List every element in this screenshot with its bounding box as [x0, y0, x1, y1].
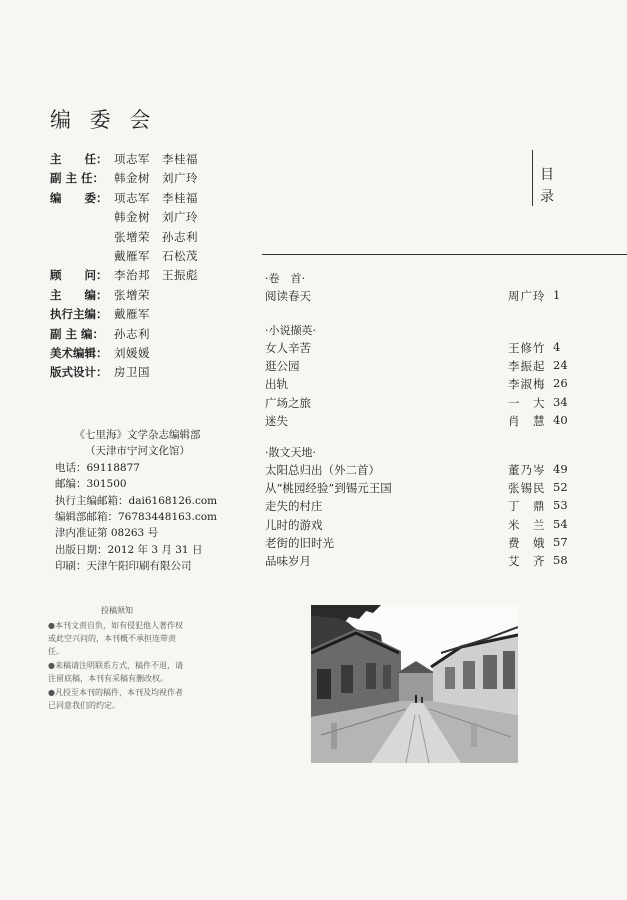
toc-entry-title: 阅读春天 [265, 289, 311, 303]
notice-paragraph: ●来稿请注明联系方式，稿件不退，请注留底稿，本刊有采稿有删改权。 [48, 661, 183, 683]
toc-entry-author: 王修竹 [508, 341, 546, 355]
toc-entry-author: 张锡民 [508, 481, 546, 496]
staff-role: 版式设计： [50, 365, 108, 380]
email-line: 编辑部邮箱：76783448163.com [55, 511, 217, 524]
date-line: 出版日期：2012 年 3 月 31 日 [55, 543, 203, 556]
phone-line: 电话：69118877 [55, 461, 140, 474]
toc-entry-author: 艾 齐 [508, 554, 546, 568]
notice-title: 投稿须知 [101, 606, 133, 615]
staff-names: 刘媛媛 [114, 346, 150, 360]
staff-role [50, 229, 114, 245]
notice-paragraph: ●本刊文责自负，如有侵犯他人著作权或此空兴问的，本刊概不承担连带责任。 [48, 621, 183, 656]
toc-entry-title: 老街的旧时光 [265, 535, 334, 550]
publisher-name: 《七里海》文学杂志编辑部 [74, 429, 201, 441]
toc-entry-title: 从“桃园经验”到锡元王国 [265, 481, 392, 496]
staff-row [50, 345, 150, 361]
staff-names: 韩金树 刘广玲 [114, 210, 198, 225]
staff-names: 项志军 李桂福 [114, 152, 198, 166]
staff-role: 编 委： [50, 190, 108, 205]
toc-entry [265, 534, 568, 553]
toc-entry [265, 553, 568, 571]
toc-entry-author: 丁 鼎 [508, 499, 546, 514]
toc-entry-page: 53 [553, 498, 568, 513]
toc-heading: 目录 [540, 167, 554, 205]
staff-role [50, 209, 114, 225]
toc-entry-title: 广场之旅 [265, 395, 311, 410]
staff-row [50, 287, 150, 303]
staff-role: 副 主 任： [50, 171, 105, 186]
toc-entry-page: 57 [553, 534, 568, 549]
staff-row [50, 326, 150, 342]
staff-names: 张增荣 孙志利 [114, 229, 198, 244]
toc-entry [265, 340, 565, 358]
staff-role: 美术编辑： [50, 346, 108, 360]
exec-email-line: 执行主编邮箱：dai6168126.com [55, 494, 218, 507]
toc-entry [265, 480, 568, 498]
toc-entry-author: 费 娥 [508, 535, 546, 550]
staff-row [50, 170, 198, 186]
toc-entry-page: 40 [553, 412, 568, 427]
toc-entry [265, 516, 568, 535]
staff-role: 主 任： [50, 152, 108, 166]
license-line: 津内准证第 08263 号 [55, 527, 159, 540]
toc-entry-page: 4 [553, 340, 561, 354]
toc-entry [265, 498, 568, 516]
toc-entry-author: 周广玲 [508, 289, 546, 303]
toc-entry [265, 376, 568, 394]
toc-entry-title: 品味岁月 [265, 554, 311, 568]
staff-row [50, 306, 150, 322]
staff-names: 项志军 李桂福 [114, 190, 198, 205]
staff-names: 房卫国 [114, 365, 150, 380]
staff-row [50, 209, 198, 225]
toc-entry-author: 一 大 [508, 395, 546, 410]
publisher-sub: （天津市宁河文化馆） [85, 445, 190, 458]
staff-role: 主 编： [50, 287, 108, 302]
staff-row [50, 151, 198, 167]
toc-entry [265, 462, 568, 480]
staff-row [50, 229, 198, 245]
toc-entry-title: 太阳总归出（外二首） [265, 463, 380, 477]
toc-entry-page: 24 [553, 358, 568, 373]
notice-paragraph: ●凡投至本刊的稿件，本刊及均视作者已同意我们的约定。 [48, 688, 183, 710]
staff-names: 李治邦 王振彪 [114, 268, 198, 283]
toc-vertical-rule [532, 150, 534, 206]
toc-entry-page: 49 [553, 462, 568, 476]
street-sketch-image [311, 605, 518, 763]
staff-role: 执行主编： [50, 307, 108, 322]
staff-names: 戴雁军 石松茂 [114, 249, 198, 263]
printer-line: 印刷：天津午阳印刷有限公司 [55, 560, 192, 573]
toc-entry-page: 54 [553, 516, 568, 531]
toc-section-heading: ·散文天地· [265, 446, 316, 459]
toc-entry-page: 1 [553, 288, 561, 302]
toc-entry-author: 肖 慧 [508, 413, 546, 428]
toc-entry-title: 女人辛苦 [265, 341, 311, 355]
toc-section-heading: ·小说撷英· [265, 324, 316, 337]
toc-section-heading: ·卷 首· [265, 272, 305, 285]
staff-role: 副 主 编： [50, 326, 105, 341]
staff-row [50, 190, 198, 206]
toc-entry [265, 394, 568, 413]
toc-entry-author: 米 兰 [508, 517, 546, 532]
submission-notice [48, 604, 186, 713]
toc-entry-author: 董乃岑 [508, 463, 546, 477]
toc-entry-title: 走失的村庄 [265, 499, 323, 514]
toc-entry-title: 逛公园 [265, 359, 300, 374]
postcode-line: 邮编：301500 [55, 478, 127, 491]
toc-entry-page: 26 [553, 376, 568, 391]
toc-entry-title: 儿时的游戏 [265, 517, 323, 532]
toc-entry [265, 288, 565, 306]
staff-row [50, 248, 198, 264]
toc-entry [265, 358, 568, 376]
toc-entry-title: 迷失 [265, 413, 288, 428]
staff-names: 韩金树 刘广玲 [114, 171, 198, 186]
staff-role [50, 248, 114, 264]
toc-entry [265, 412, 568, 431]
toc-entry-page: 58 [553, 553, 568, 567]
staff-names: 戴雁军 [114, 307, 150, 322]
toc-divider [262, 254, 627, 255]
toc-entry-page: 34 [553, 394, 568, 409]
toc-entry-author: 李振起 [508, 359, 546, 374]
staff-row [50, 267, 198, 283]
contact-block [55, 427, 220, 575]
committee-title: 编 委 会 [50, 108, 157, 132]
staff-row [50, 364, 150, 380]
toc-entry-page: 52 [553, 480, 568, 495]
staff-role: 顾 问： [50, 268, 108, 283]
toc-entry-author: 李淑梅 [508, 377, 546, 392]
staff-names: 张增荣 [114, 287, 150, 302]
toc-entry-title: 出轨 [265, 377, 288, 392]
staff-names: 孙志利 [114, 326, 150, 341]
